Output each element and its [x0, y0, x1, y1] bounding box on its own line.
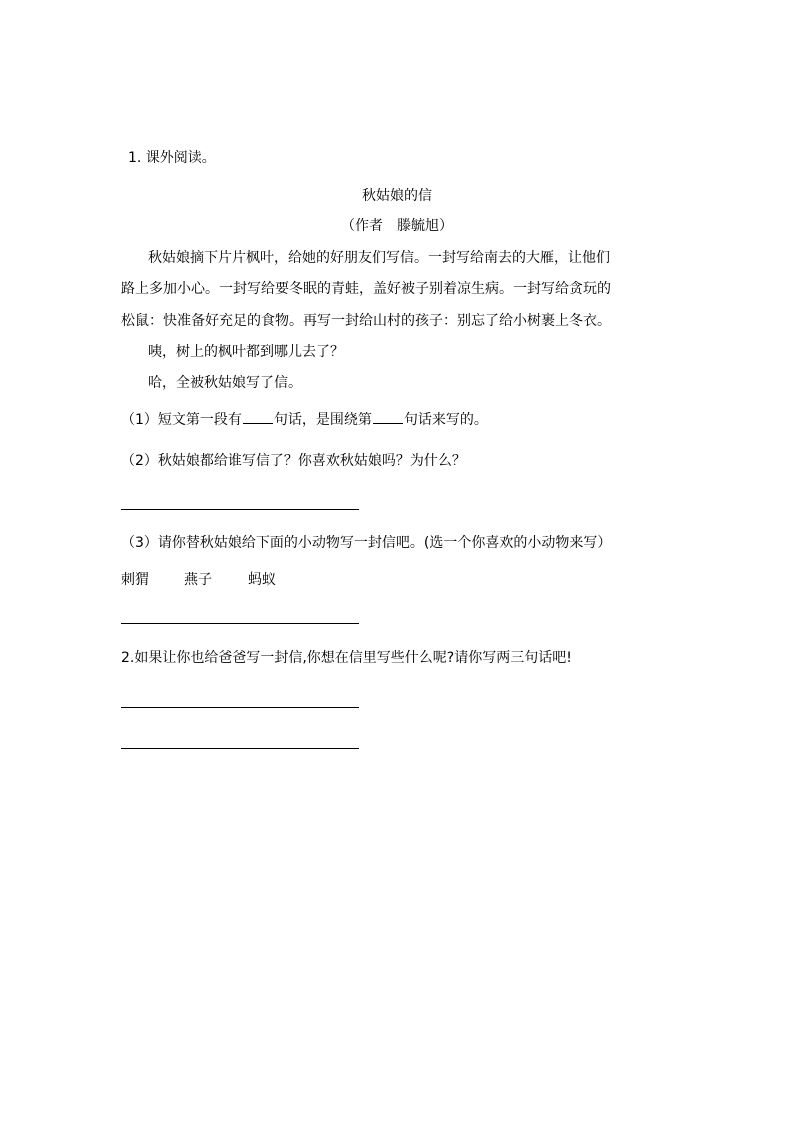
story-title: 秋姑娘的信: [362, 188, 432, 204]
story-paragraph-2: 咦，树上的枫叶都到哪儿去了？: [148, 344, 344, 360]
animal-swallow: 燕子: [184, 572, 212, 588]
answer-line-q2-2[interactable]: [121, 748, 359, 749]
sub1-part-b: 句话，是围绕第: [273, 412, 372, 428]
answer-line-q2-1[interactable]: [121, 707, 359, 708]
question-1-heading: 1. 课外阅读。: [128, 150, 216, 166]
paragraph-line: 松鼠：快准备好充足的食物。再写一封给山村的孩子：别忘了给小树裹上冬衣。: [121, 313, 611, 329]
answer-line-sub3[interactable]: [121, 623, 359, 624]
story-paragraph-3: 哈，全被秋姑娘写了信。: [148, 375, 302, 391]
question-2: 2.如果让你也给爸爸写一封信,你想在信里写些什么呢?请你写两三句话吧!: [121, 650, 572, 666]
story-author: （作者 滕毓旭）: [341, 218, 453, 234]
central-sentence-blank[interactable]: [373, 409, 403, 424]
sub1-part-a: （1）短文第一段有: [121, 412, 242, 428]
sub-question-3: （3）请你替秋姑娘给下面的小动物写一封信吧。(选一个你喜欢的小动物来写）: [121, 535, 612, 551]
answer-line-sub2[interactable]: [121, 509, 359, 510]
sentence-count-blank[interactable]: [243, 409, 273, 424]
animal-ant: 蚂蚁: [248, 572, 276, 588]
sub-question-2: （2）秋姑娘都给谁写信了？你喜欢秋姑娘吗？为什么？: [121, 453, 466, 469]
paragraph-line: 路上多加小心。一封写给要冬眠的青蛙，盖好被子别着凉生病。一封写给贪玩的: [121, 281, 611, 297]
animal-hedgehog: 刺猬: [121, 572, 149, 588]
sub1-part-c: 句话来写的。: [403, 412, 488, 428]
sub-question-1: [121, 409, 488, 430]
paragraph-line: 秋姑娘摘下片片枫叶，给她的好朋友们写信。一封写给南去的大雁，让他们: [148, 250, 610, 266]
